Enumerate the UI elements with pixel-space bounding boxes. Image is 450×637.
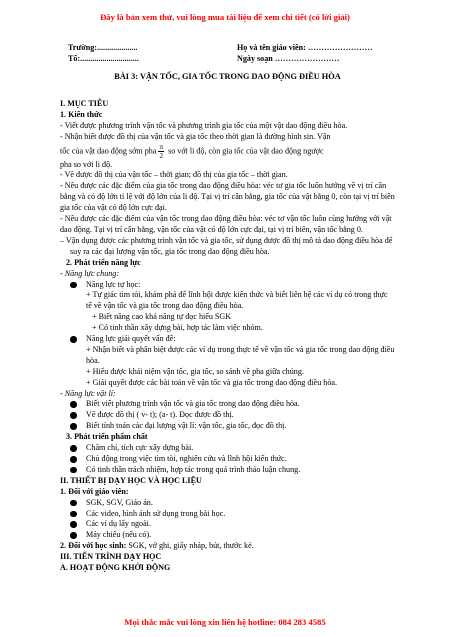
list-item: Chủ động trong việc tìm tòi, nghiên cứu và lĩnh hội kiến thức. [60, 454, 395, 465]
preview-banner: Đây là bản xem thử, vui lòng mua tài liệu để xem chi tiết (có lời giải) [100, 12, 350, 22]
list-item: Vẽ được đồ thị ( v- t); (a- t). Đọc được đồ thị. [60, 410, 395, 421]
subsection-heading: 1. Đối với giáo viên: [60, 486, 129, 496]
list-item: Năng lực tự học: [60, 280, 395, 291]
list-item: + Có tinh thần xây dựng bài, hợp tác làm việc nhóm. [92, 323, 263, 333]
section-heading: A. HOẠT ĐỘNG KHỞI ĐỘNG [60, 563, 171, 573]
paragraph: - Viết được phương trình vận tốc và phương trình gia tốc của một vật dao động điều hòa. [60, 120, 348, 130]
bullet-icon [70, 445, 77, 452]
paragraph: tốc của vật dao động sớm pha $\frac{\pi}{2}$ so với li độ, còn gia tốc của vật dao động ngược [60, 142, 324, 160]
list-item: + Nhận biết và phân biệt được các ví dụ trong thực tế về vận tốc và gia tốc trong dao động điều hòa. [86, 344, 395, 365]
list-item: Năng lực giải quyết vấn đề: [60, 334, 395, 345]
bullet-icon [70, 500, 77, 507]
bullet-icon [70, 467, 77, 474]
paragraph: - Nêu được các đặc điểm của gia tốc trong dao động điều hòa: véc tơ gia tốc luôn hướng về vị trí cân bằng và có độ lớn tỉ lệ với độ lớn của li độ. Tại vị trí cân bằng, gia tốc của vật bằng 0, còn tại vị trí biên gia tốc của vật có độ lớn cực đại. [60, 181, 395, 213]
bullet-icon [70, 532, 77, 539]
bullet-icon [70, 521, 77, 528]
teacher-field: Họ và tên giáo viên: …………………… [237, 43, 373, 52]
list-item: + Tự giác tìm tòi, khám phá để lĩnh hội được kiến thức và biết liên hệ các ví dụ có trong thực tế về vận tốc và gia tốc trong dao động điều hòa. [86, 290, 388, 311]
bullet-icon [70, 423, 77, 430]
document-page [60, 43, 395, 574]
hotline-banner: Mọi thắc mắc vui lòng xin liên hệ hotline: 084 283 4585 [124, 617, 326, 627]
page-title: BÀI 3: VẬN TỐC, GIA TỐC TRONG DAO ĐỘNG ĐIỀU HÒA [114, 72, 341, 81]
paragraph: 2. Đối với học sinh: SGK, vở ghi, giấy nháp, bút, thước kẻ. [60, 541, 254, 551]
bullet-icon [70, 456, 77, 463]
subsection-heading: 2. Phát triển năng lực [66, 257, 141, 267]
school-field: Trường:.................... [68, 43, 138, 52]
section-heading: I. MỤC TIÊU [60, 98, 109, 108]
list-item: Chăm chỉ, tích cực xây dựng bài. [60, 443, 395, 454]
subsection-heading: 1. Kiến thức [60, 109, 103, 119]
list-item: Các ví dụ lấy ngoài. [60, 519, 395, 530]
subsection-heading: 3. Phát triển phẩm chất [66, 432, 148, 442]
list-item: Biết tính toán các đại lượng vật lí: vận tốc, gia tốc, đọc đồ thị. [60, 421, 395, 432]
bullet-icon [70, 282, 77, 289]
date-field: Ngày soạn …………………… [237, 54, 340, 63]
list-item: + Biết năng cao khả năng tự đọc hiểu SGK [92, 312, 232, 322]
label: - Năng lực vật lí: [60, 388, 116, 398]
list-item: + Hiểu được khái niệm vận tốc, gia tốc, so sánh về pha giữa chúng. [86, 366, 304, 376]
group-field: Tổ:............................. [68, 54, 139, 63]
list-item: + Giải quyết được các bài toán về vận tốc và gia tốc trong dao động điều hòa. [86, 377, 338, 387]
section-heading: III. TIẾN TRÌNH DẠY HỌC [60, 552, 162, 562]
label: - Năng lực chung: [60, 268, 120, 278]
list-item: SGK, SGV, Giáo án. [60, 498, 395, 509]
list-item: Máy chiếu (nếu có). [60, 530, 395, 541]
paragraph: – Vận dụng được các phương trình vận tốc và gia tốc, sử dụng được đồ thị mô tả dao động điều hòa để suy ra các đại lượng vận tốc, gia tốc trong dao động điều hòa. [60, 235, 393, 256]
pi-over-2-fraction: $\frac{\pi}{2}$ [159, 142, 164, 160]
bullet-icon [70, 336, 77, 343]
paragraph: - Vẽ được đồ thị của vận tốc – thời gian; đồ thị của gia tốc – thời gian. [60, 170, 288, 180]
bullet-icon [70, 412, 77, 419]
list-item: Các video, hình ảnh sử dụng trong bài học. [60, 509, 395, 520]
list-item: Có tinh thần trách nhiệm, hợp tác trong quá trình thảo luận chung. [60, 465, 395, 476]
bullet-icon [70, 401, 77, 408]
list-item: Biết viết phương trình vận tốc và gia tốc trong dao động điều hòa. [60, 399, 395, 410]
section-heading: II. THIẾT BỊ DẠY HỌC VÀ HỌC LIỆU [60, 475, 202, 485]
paragraph: - Nhận biết được đồ thị của vận tốc và gia tốc theo thời gian là đường hình sin. Vận [60, 131, 331, 141]
paragraph: - Nêu được các đặc điểm của vận tốc trong dao động điều hòa: véc tơ vận tốc luôn cùng hướng với vật dao động. Tại vị trí cân bằng, vận tốc của vật có độ lớn cực đại, tại vị trí biên, vận tốc bằng 0. [60, 214, 392, 234]
bullet-icon [70, 511, 77, 518]
header-block [60, 43, 395, 65]
paragraph: pha so với li độ. [60, 159, 113, 169]
